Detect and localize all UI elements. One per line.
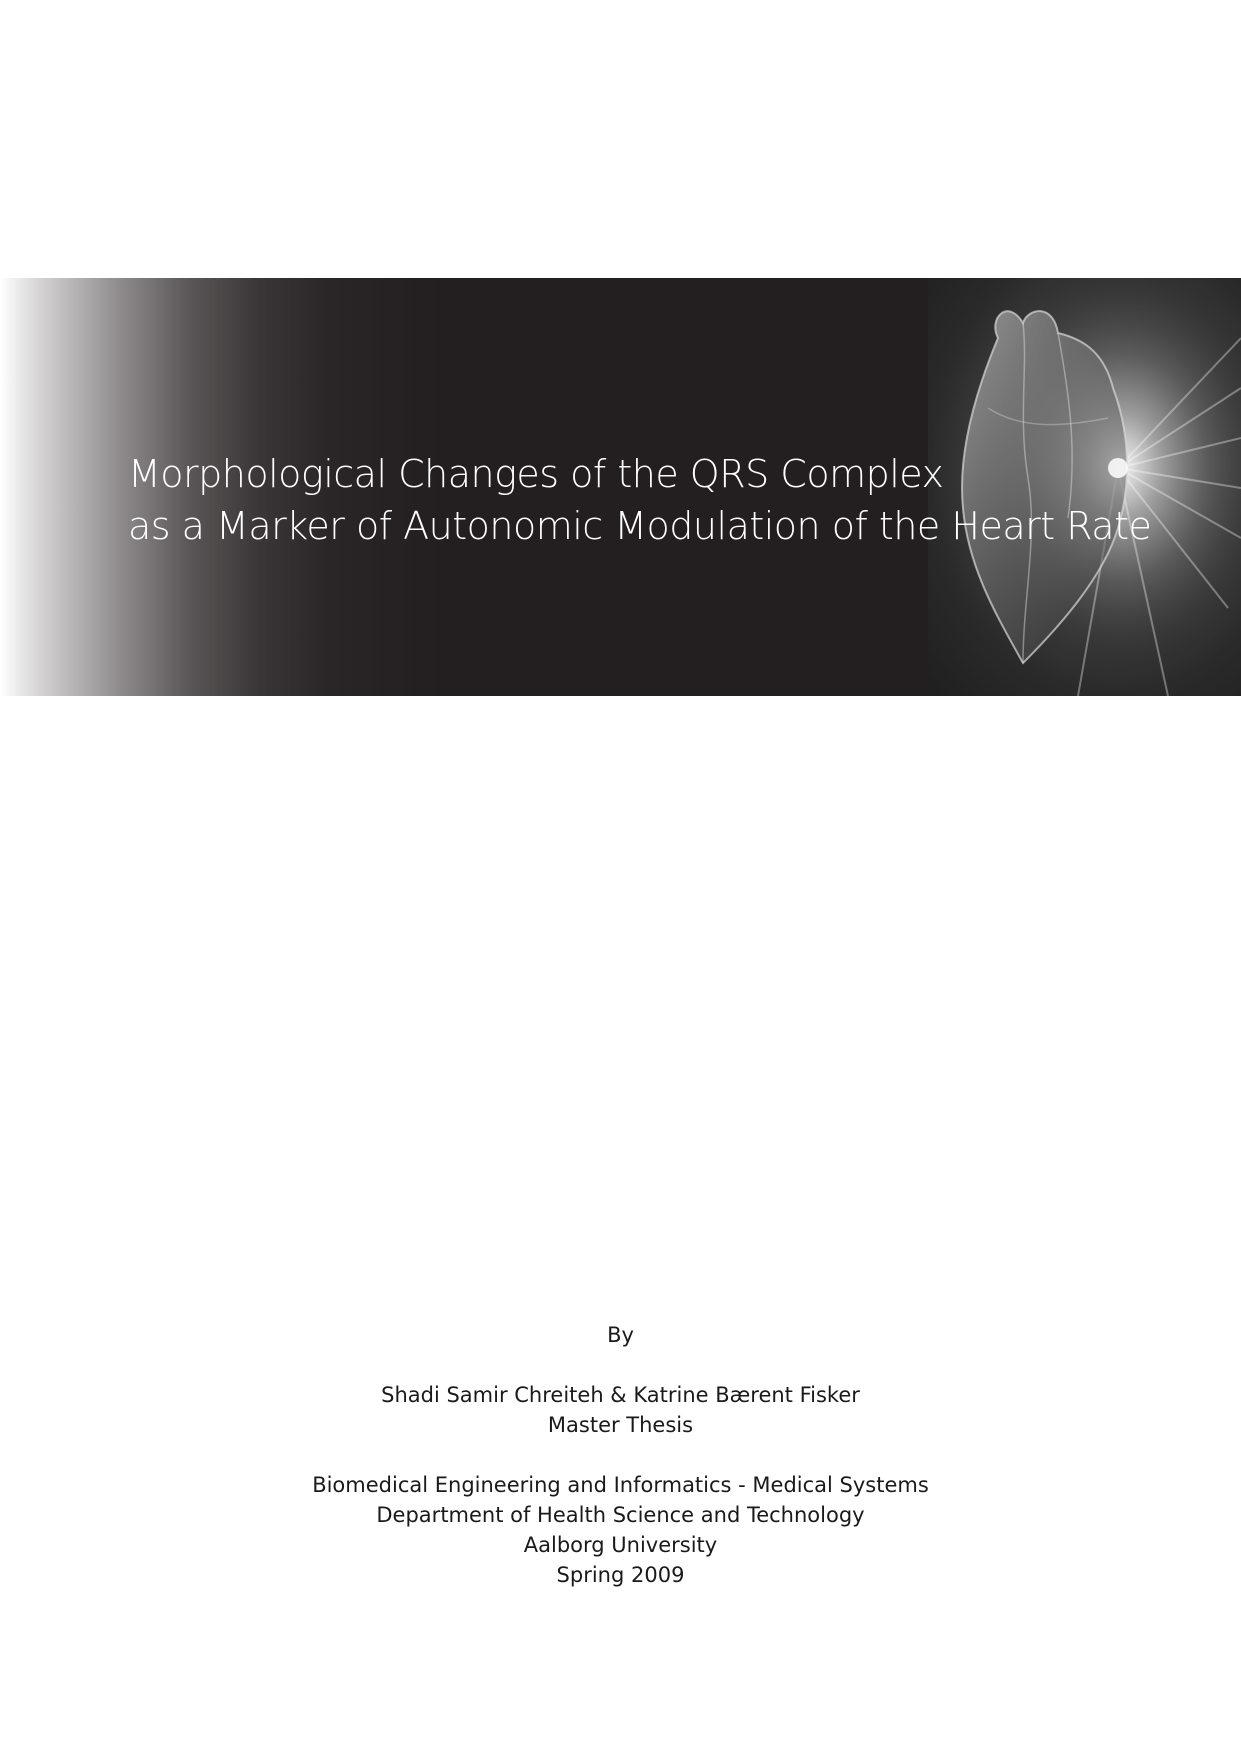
title-line-1: Morphological Changes of the QRS Complex	[128, 452, 944, 496]
university: Aalborg University	[523, 1533, 718, 1557]
authors: Shadi Samir Chreiteh & Katrine Bærent Fisker	[381, 1383, 860, 1407]
program: Biomedical Engineering and Informatics - Medical Systems	[312, 1473, 929, 1497]
term: Spring 2009	[556, 1563, 685, 1587]
spacer	[0, 1350, 1241, 1380]
title-banner	[0, 278, 1241, 696]
spacer	[0, 1440, 1241, 1470]
thesis-type: Master Thesis	[547, 1413, 694, 1437]
title-line-2: as a Marker of Autonomic Modulation of the Heart Rate	[128, 504, 1152, 548]
document-title	[128, 448, 1151, 552]
department: Department of Health Science and Technology	[376, 1503, 865, 1527]
credits-block	[0, 1320, 1241, 1590]
by-label: By	[607, 1323, 634, 1347]
